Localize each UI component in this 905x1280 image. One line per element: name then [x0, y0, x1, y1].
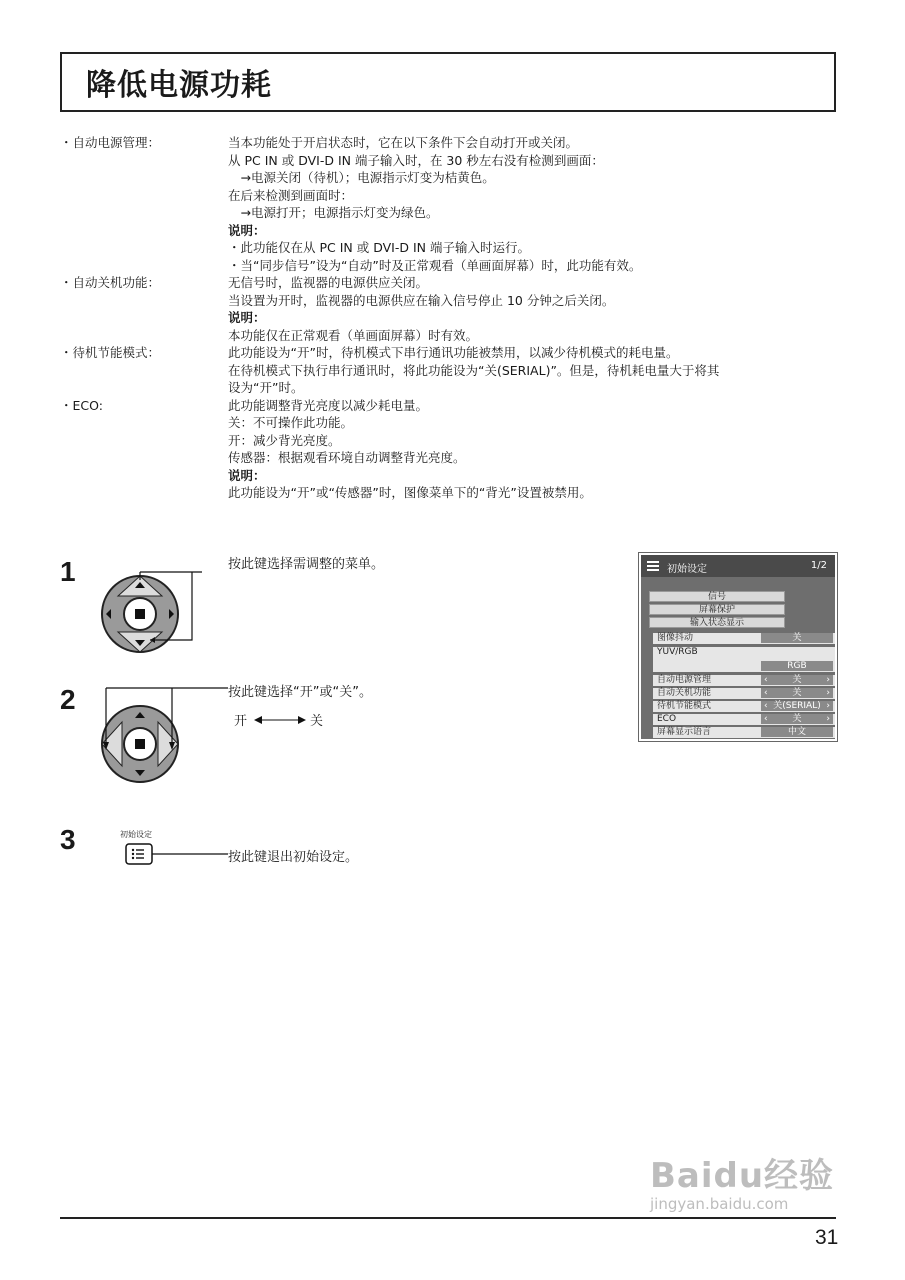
menu-item[interactable]	[653, 633, 835, 644]
menu-item-label: 图像抖动	[657, 633, 694, 643]
definition-body	[228, 134, 850, 274]
definition-line: 此功能调整背光亮度以减少耗电量。	[228, 397, 429, 413]
definition-line: 在待机模式下执行串行通讯时，将此功能设为“关(SERIAL)”。但是，待机耗电量大于将其	[228, 362, 720, 378]
menu-item-label: 自动电源管理	[657, 675, 712, 685]
page-number: 31	[815, 1226, 839, 1249]
definition-term: ・自动关机功能：	[60, 275, 161, 290]
menu-item[interactable]	[653, 714, 835, 725]
definition-body	[228, 344, 850, 397]
definitions-list	[60, 134, 850, 502]
menu-page: 1/2	[810, 560, 827, 571]
definition-item	[60, 344, 850, 397]
definition-body	[228, 397, 850, 502]
definition-line: ・当“同步信号”设为“自动”时及正常观看（单画面屏幕）时，此功能有效。	[228, 257, 642, 273]
menu-item-value[interactable]	[761, 714, 833, 724]
note-label: 说明：	[228, 222, 266, 238]
menu-item-value-text: 关	[792, 633, 802, 643]
menu-submenu-item[interactable]: 输入状态显示	[649, 617, 785, 628]
menu-item[interactable]	[653, 675, 835, 686]
definition-line: 开：减少背光亮度。	[228, 432, 341, 448]
menu-item-label: 自动关机功能	[657, 688, 712, 698]
menu-icon	[647, 561, 659, 571]
menu-item-value[interactable]	[761, 661, 833, 671]
baidu-watermark	[650, 1148, 834, 1213]
definition-line: 本功能仅在正常观看（单画面屏幕）时有效。	[228, 327, 479, 343]
definition-line: 此功能设为“开”时，待机模式下串行通讯功能被禁用，以减少待机模式的耗电量。	[228, 345, 679, 360]
menu-item-value-text: 关	[792, 688, 802, 698]
definition-line: →电源打开；电源指示灯变为绿色。	[228, 205, 439, 220]
menu-item[interactable]	[653, 688, 835, 699]
menu-item[interactable]	[653, 701, 835, 712]
step-2-off-label: 关	[310, 714, 324, 729]
menu-item-value-text: 关	[792, 714, 802, 724]
step-2-text: 按此键选择“开”或“关”。	[228, 685, 372, 700]
menu-item-value[interactable]	[761, 675, 833, 685]
definition-term: ・ECO:	[60, 397, 103, 413]
left-arrow-icon[interactable]: ‹	[764, 701, 768, 711]
menu-item-value[interactable]	[761, 701, 833, 711]
definition-line: 无信号时，监视器的电源供应关闭。	[228, 275, 429, 290]
double-arrow-icon	[252, 714, 308, 726]
note-label: 说明：	[228, 310, 266, 325]
note-label: 说明：	[228, 467, 266, 483]
menu-item-value[interactable]	[761, 688, 833, 698]
menu-item[interactable]	[653, 727, 835, 738]
definition-line: 传感器：根据观看环境自动调整背光亮度。	[228, 450, 466, 465]
definition-term: ・自动电源管理：	[60, 135, 161, 150]
menu-item-value-text: 中文	[787, 727, 806, 737]
definition-item	[60, 397, 850, 502]
definition-term: ・待机节能模式：	[60, 345, 161, 360]
menu-item-value-text: 关(SERIAL)	[773, 701, 821, 711]
step-3-number: 3	[60, 824, 76, 855]
definition-line: ・此功能仅在从 PC IN 或 DVI-D IN 端子输入时运行。	[228, 240, 530, 255]
watermark-brand: Baidu经验	[650, 1156, 835, 1196]
menu-item-value[interactable]	[761, 633, 833, 643]
menu-item-label: ECO	[657, 714, 677, 724]
step-1-text: 按此键选择需调整的菜单。	[228, 557, 385, 572]
definition-line: 从 PC IN 或 DVI-D IN 端子输入时，在 30 秒左右没有检测到画面：	[228, 152, 604, 168]
step-2-on-label: 开	[234, 714, 248, 729]
left-arrow-icon[interactable]: ‹	[764, 714, 768, 724]
menu-submenu-item[interactable]: 信号	[649, 591, 785, 602]
definition-item	[60, 134, 850, 274]
definition-line: 当本功能处于开启状态时，它在以下条件下会自动打开或关闭。	[228, 135, 579, 150]
setup-key-label: 初始设定	[120, 830, 152, 839]
definition-line: →电源关闭（待机）；电源指示灯变为桔黄色。	[228, 170, 495, 185]
menu-submenu-item[interactable]: 屏幕保护	[649, 604, 785, 615]
definition-line: 此功能设为“开”或“传感器”时，图像菜单下的“背光”设置被禁用。	[228, 485, 592, 500]
footer-rule	[60, 1217, 836, 1219]
menu-title: 初始设定	[667, 564, 707, 575]
menu-item[interactable]	[653, 647, 835, 672]
definition-line: 在后来检测到画面时：	[228, 187, 354, 203]
menu-item-value-text: RGB	[787, 661, 807, 671]
title-box	[60, 52, 836, 112]
menu-header	[641, 555, 835, 577]
definition-line: 关：不可操作此功能。	[228, 415, 354, 430]
menu-item-value[interactable]	[761, 727, 833, 737]
page-title: 降低电源功耗	[86, 68, 272, 103]
menu-item-label: YUV/RGB	[657, 647, 698, 657]
right-arrow-icon[interactable]: ›	[826, 714, 830, 724]
right-arrow-icon[interactable]: ›	[826, 688, 830, 698]
right-arrow-icon[interactable]: ›	[826, 701, 830, 711]
definition-line: 设为“开”时。	[228, 380, 304, 395]
step-2-number: 2	[60, 684, 76, 715]
setup-key-icon	[122, 842, 228, 868]
left-arrow-icon[interactable]: ‹	[764, 688, 768, 698]
menu-item-label: 屏幕显示语言	[657, 727, 712, 737]
definition-item	[60, 274, 850, 344]
menu-item-label: 待机节能模式	[657, 701, 712, 711]
definition-body	[228, 274, 850, 344]
left-arrow-icon[interactable]: ‹	[764, 675, 768, 685]
cursor-pad-left-right-icon	[92, 686, 228, 786]
watermark-url: jingyan.baidu.com	[650, 1195, 789, 1213]
setup-menu-screen	[638, 552, 838, 742]
cursor-pad-up-down-icon	[92, 568, 202, 658]
step-1-number: 1	[60, 556, 76, 587]
right-arrow-icon[interactable]: ›	[826, 675, 830, 685]
step-3-text: 按此键退出初始设定。	[228, 850, 359, 865]
definition-line: 当设置为开时，监视器的电源供应在输入信号停止 10 分钟之后关闭。	[228, 292, 615, 308]
menu-item-value-text: 关	[792, 675, 802, 685]
